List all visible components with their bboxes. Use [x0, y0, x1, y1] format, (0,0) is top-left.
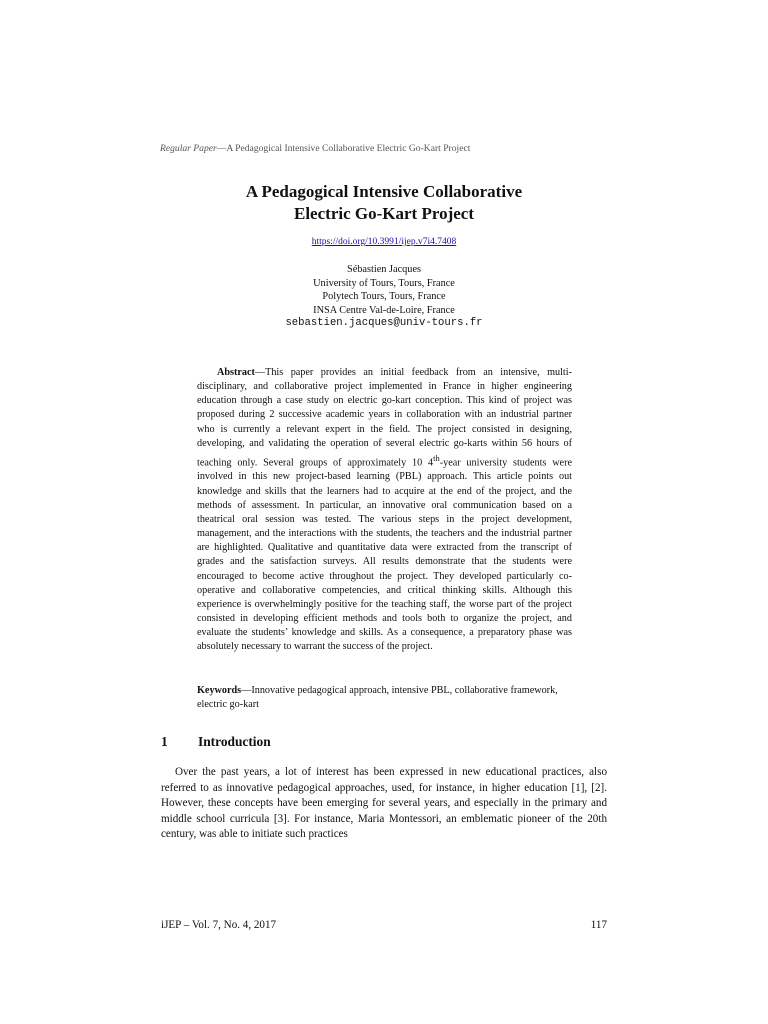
section-heading: [161, 734, 271, 750]
section-number: 1: [161, 734, 168, 749]
intro-paragraph: Over the past years, a lot of interest has been expressed in new educational practices, also referred to as innovative pedagogical approaches, used, for instance, in higher education [1], [2]. However, these concepts have been emerging for several years, and especially in the primary and middle school curricula [3]. For instance, Maria Montessori, an emblematic pioneer of the 20th century, was able to initiate such practices: [161, 766, 607, 840]
doi-link[interactable]: https://doi.org/10.3991/ijep.v7i4.7408: [311, 237, 457, 247]
running-head: [160, 143, 470, 154]
author-affiliation-1: University of Tours, Tours, France: [313, 277, 455, 289]
section-title: Introduction: [198, 734, 271, 749]
abstract-paragraph: [197, 366, 572, 655]
abstract-text-2: -year university students were involved in this new project-based learning (PBL) approach. This article points out knowledge and skills that the learners had to acquire at the end of the project, and the methods of assessment. In particular, an innovative oral communication based on a theatrical oral session was tested. The various steps in the project development, management, and the interactions with the students, the teachers and the industrial partner are highlighted. Qualitative and quantitative data were extracted from the transcript of grades and the satisfaction surveys. All results demonstrate that the students were encouraged to become active throughout the project. They developed particularly co-operative and collaborative competencies, and critical thinking skills. Although this experience is overwhelmingly positive for the teaching staff, the worse part of the project consisted in developing efficient methods and tools both to organize the project, and evaluate the students’ knowledge and skills. As a consequence, a preparatory phase was absolutely necessary to warrant the success of the project.: [197, 457, 572, 653]
abstract: [197, 366, 572, 655]
author-affiliation-2: Polytech Tours, Tours, France: [322, 291, 446, 303]
keywords-text: —Innovative pedagogical approach, intensive PBL, collaborative framework, electric go-kart: [197, 685, 558, 711]
running-head-type: Regular Paper: [160, 143, 217, 154]
paper-title: [0, 181, 768, 225]
body-text: [161, 765, 607, 843]
author-name: Sébastien Jacques: [346, 264, 422, 275]
keywords-label: Keywords: [197, 685, 242, 696]
author-affiliation-3: INSA Centre Val-de-Loire, France: [313, 304, 455, 316]
author-block: [0, 263, 768, 331]
paper-title-line-1: A Pedagogical Intensive Collaborative: [245, 182, 523, 201]
abstract-label: Abstract: [217, 367, 255, 378]
page-footer: [161, 919, 607, 931]
abstract-superscript: th: [433, 452, 440, 463]
paper-title-line-2: Electric Go-Kart Project: [294, 204, 474, 223]
running-head-title: —A Pedagogical Intensive Collaborative Electric Go-Kart Project: [216, 143, 471, 154]
footer-journal: iJEP – Vol. 7, No. 4, 2017: [161, 919, 277, 931]
keywords: [197, 684, 572, 712]
doi: [0, 237, 768, 247]
author-email: sebastien.jacques@univ-tours.fr: [285, 317, 483, 330]
footer-page-number: 117: [590, 919, 607, 931]
abstract-text-1: —This paper provides an initial feedback from an intensive, multi-disciplinary, and collaborative project implemented in France in higher engineering education through a case study on electric go-kart conception. This kind of project was proposed during 2 successive academic years in collaboration with an industrial partner who is currently a relevant expert in the field. The project consisted in designing, developing, and validating the operation of several electric go-karts within 56 hours of teaching only. Several groups of approximately 10 4: [197, 367, 572, 469]
